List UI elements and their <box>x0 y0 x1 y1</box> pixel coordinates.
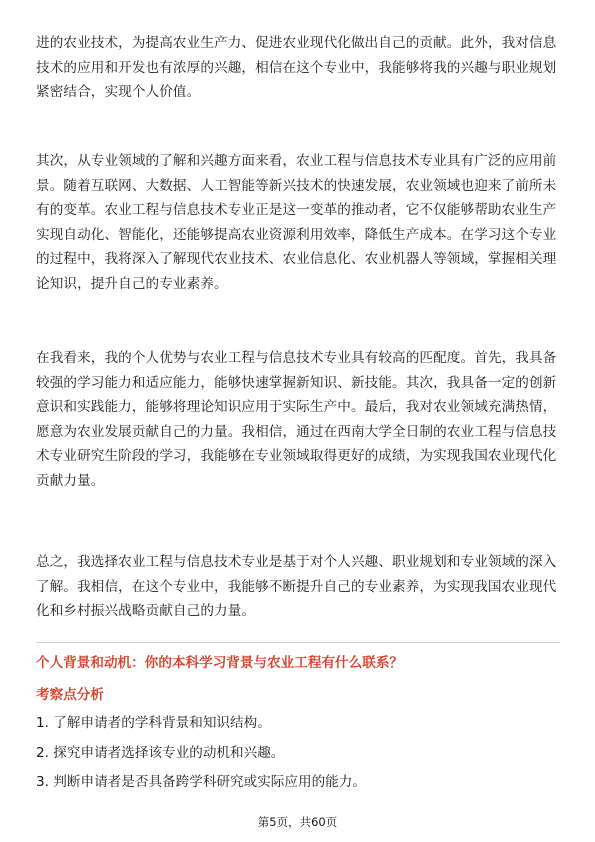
body-paragraph: 进的农业技术，为提高农业生产力、促进农业现代化做出自己的贡献。此外，我对信息技术的应用和开发也有浓厚的兴趣，相信在这个专业中，我能够将我的兴趣与职业规划紧密结合，实现个人价值。 <box>36 35 557 101</box>
analysis-heading: 考察点分析 <box>36 687 104 703</box>
list-item: 3. 判断申请者是否具备跨学科研究或实际应用的能力。 <box>36 774 366 790</box>
body-paragraph: 在我看来，我的个人优势与农业工程与信息技术专业具有较高的匹配度。首先，我具备较强的学习能力和适应能力，能够快速掌握新知识、新技能。其次，我具备一定的创新意识和实践能力，能够将理论知识应用于实际生产中。最后，我对农业领域充满热情，愿意为农业发展贡献自己的力量。我相信，通过在西南大学全日制的农业工程与信息技术专业研究生阶段的学习，我能够在专业领域取得更好的成绩，为实现我国农业现代化贡献力量。 <box>36 350 557 489</box>
section-divider <box>36 642 560 643</box>
list-item: 1. 了解申请者的学科背景和知识结构。 <box>36 715 271 731</box>
question-heading: 个人背景和动机：你的本科学习背景与农业工程有什么联系？ <box>36 655 404 671</box>
list-item: 2. 探究申请者选择该专业的动机和兴趣。 <box>36 744 285 761</box>
analysis-list <box>36 709 560 798</box>
body-paragraph: 其次，从专业领域的了解和兴趣方面来看，农业工程与信息技术专业具有广泛的应用前景。随着互联网、大数据、人工智能等新兴技术的快速发展，农业领域也迎来了前所未有的变革。农业工程与信息技术专业正是这一变革的推动者，它不仅能够帮助农业生产实现自动化、智能化，还能够提高农业资源利用效率，降低生产成本。在学习这个专业的过程中，我将深入了解现代农业技术、农业信息化、农业机器人等领域，掌握相关理论知识，提升自己的专业素养。 <box>36 153 557 292</box>
page-number: 第5页，共60页 <box>257 815 338 829</box>
body-paragraph: 总之，我选择农业工程与信息技术专业是基于对个人兴趣、职业规划和专业领域的深入了解。我相信，在这个专业中，我能够不断提升自己的专业素养，为实现我国农业现代化和乡村振兴战略贡献自己的力量。 <box>36 554 557 620</box>
